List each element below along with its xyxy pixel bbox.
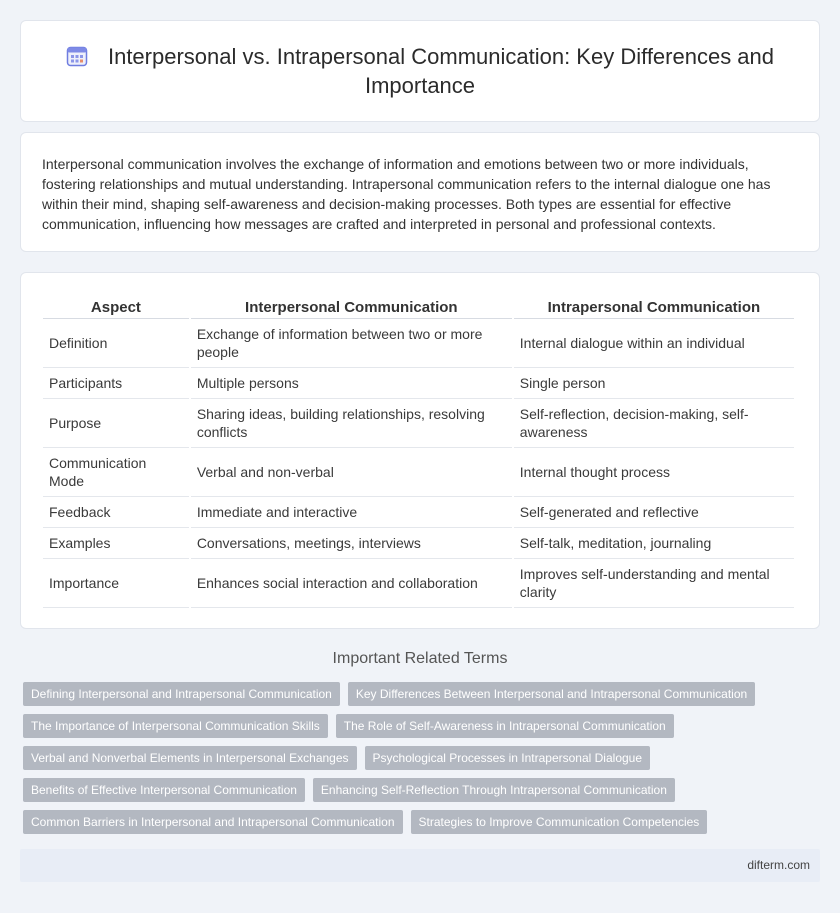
calendar-grid-icon [66,45,88,67]
cell-aspect: Participants [43,368,189,399]
table-row [43,528,794,559]
related-term-tag[interactable]: The Role of Self-Awareness in Intrapersonal Communication [336,714,674,738]
related-term-tag[interactable]: Common Barriers in Interpersonal and Intrapersonal Communication [23,810,403,834]
cell-aspect: Examples [43,528,189,559]
cell-interpersonal: Enhances social interaction and collaboration [191,559,512,608]
header-interpersonal: Interpersonal Communication [191,295,512,319]
cell-aspect: Feedback [43,497,189,528]
comparison-card [20,272,820,629]
cell-aspect: Communication Mode [43,448,189,497]
table-row [43,497,794,528]
related-term-tag[interactable]: Strategies to Improve Communication Competencies [411,810,708,834]
table-header-row [43,295,794,319]
header-intrapersonal: Intrapersonal Communication [514,295,794,319]
table-row [43,448,794,497]
cell-intrapersonal: Self-reflection, decision-making, self-awareness [514,399,794,448]
related-term-tag[interactable]: Defining Interpersonal and Intrapersonal Communication [23,682,340,706]
site-link[interactable]: difterm.com [747,858,810,872]
intro-card [20,132,820,252]
page-title: Interpersonal vs. Intrapersonal Communication: Key Differences and Importance [107,44,775,98]
footer [20,849,820,882]
related-term-tag[interactable]: Psychological Processes in Intrapersonal Dialogue [365,746,650,770]
cell-interpersonal: Immediate and interactive [191,497,512,528]
related-term-tag[interactable]: Verbal and Nonverbal Elements in Interpersonal Exchanges [23,746,357,770]
cell-interpersonal: Multiple persons [191,368,512,399]
header-aspect: Aspect [43,295,189,319]
cell-intrapersonal: Single person [514,368,794,399]
cell-intrapersonal: Internal dialogue within an individual [514,319,794,368]
cell-intrapersonal: Self-generated and reflective [514,497,794,528]
header-card [20,20,820,122]
cell-aspect: Purpose [43,399,189,448]
table-row [43,559,794,608]
cell-aspect: Definition [43,319,189,368]
cell-interpersonal: Sharing ideas, building relationships, resolving conflicts [191,399,512,448]
page-title-wrap [61,42,779,100]
related-terms-list [23,682,823,842]
cell-intrapersonal: Self-talk, meditation, journaling [514,528,794,559]
intro-paragraph: Interpersonal communication involves the exchange of information and emotions between two or more individuals, fostering relationships and mutual understanding. Intrapersonal communication refers to the internal dialogue one has within their mind, shaping self-awareness and decision-making processes. Both types are essential for effective communication, influencing how messages are crafted and interpreted in personal and professional contexts. [42,156,771,232]
related-term-tag[interactable]: Enhancing Self-Reflection Through Intrapersonal Communication [313,778,675,802]
cell-interpersonal: Verbal and non-verbal [191,448,512,497]
table-row [43,319,794,368]
related-terms-title: Important Related Terms [332,650,508,667]
cell-intrapersonal: Internal thought process [514,448,794,497]
table-row [43,399,794,448]
related-term-tag[interactable]: Benefits of Effective Interpersonal Communication [23,778,305,802]
related-term-tag[interactable]: The Importance of Interpersonal Communication Skills [23,714,328,738]
cell-interpersonal: Conversations, meetings, interviews [191,528,512,559]
table-row [43,368,794,399]
cell-intrapersonal: Improves self-understanding and mental clarity [514,559,794,608]
related-term-tag[interactable]: Key Differences Between Interpersonal and Intrapersonal Communication [348,682,755,706]
cell-aspect: Importance [43,559,189,608]
comparison-table [41,295,796,608]
cell-interpersonal: Exchange of information between two or more people [191,319,512,368]
